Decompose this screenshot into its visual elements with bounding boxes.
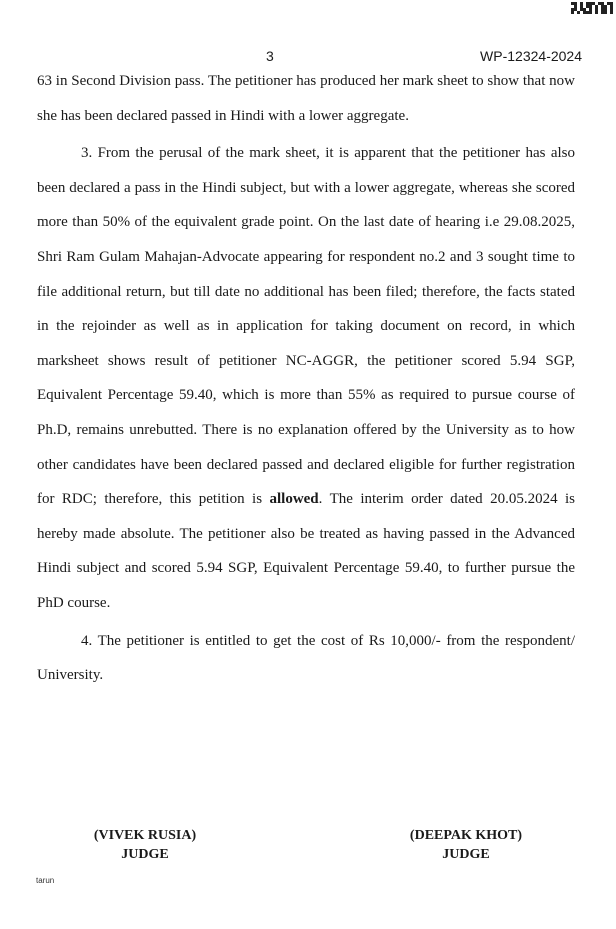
paragraph-3-text: 3. From the perusal of the mark sheet, it is apparent that the petitioner has also been declared a pass in the Hindi subject, but with a lower aggregate, whereas she scored more than 50% of the equivalent grade point. On the last date of hearing i.e 29.08.2025, Shri Ram Gulam Mahajan-Advocate appearing for respondent no.2 and 3 sought time to file additional return, but till date no additional has been filed; therefore, the facts stated in the rejoinder as well as in application for taking document on record, in which marksheet shows result of petitioner NC-AGGR, the petitioner scored 5.94 SGP, Equivalent Percentage 59.40, which is more than 55% as required to pursue course of Ph.D, remains unrebutted. There is no explanation offered by the University as to how other candidates have been declared passed and declared eligible for further registration for RDC; therefore, this petition is [37, 145, 575, 508]
paragraph-4: 4. The petitioner is entitled to get the cost of Rs 10,000/- from the respondent/ University. [37, 632, 575, 684]
qr-code-icon [571, 2, 613, 14]
judgment-body [37, 64, 575, 696]
paragraph-continuation: 63 in Second Division pass. The petitioner has produced her mark sheet to show that now she has been declared passed in Hindi with a lower aggregate. [37, 73, 575, 124]
judge-name-left: (VIVEK RUSIA) [93, 828, 197, 843]
signature-block-right [404, 826, 528, 864]
judge-name-right: (DEEPAK KHOT) [409, 828, 523, 843]
signature-block-left [86, 826, 204, 864]
page-number: 3 [266, 48, 274, 64]
typist-initials: tarun [36, 876, 55, 885]
case-number: WP-12324-2024 [480, 48, 582, 64]
judge-title-right: JUDGE [442, 847, 490, 862]
judge-title-left: JUDGE [121, 847, 169, 862]
paragraph-3-text-after: . The interim order dated 20.05.2024 is hereby made absolute. The petitioner also be treated as having passed in the Advanced Hindi subject and scored 5.94 SGP, Equivalent Percentage 59.40, to further pursue the PhD course. [37, 491, 576, 611]
allowed-emphasis: allowed [269, 491, 319, 508]
paragraph-3 [37, 136, 575, 620]
